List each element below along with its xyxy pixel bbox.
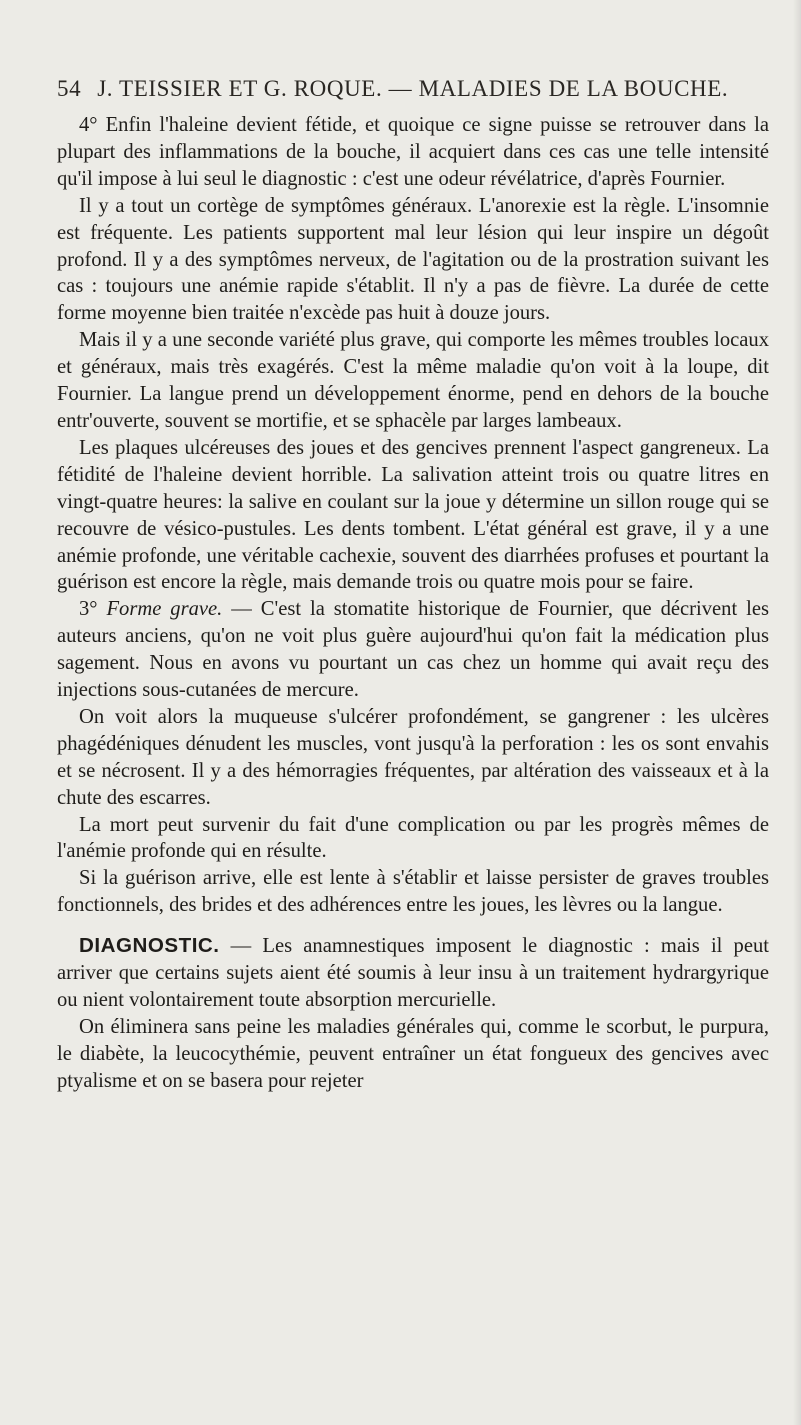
paragraph-plaques-ulcereuses: Les plaques ulcéreuses des joues et des gencives prennent l'aspect gangreneux. La fétidité de l'haleine devient horrible. La salivation atteint trois ou quatre litres en vingt-quatre heures: la salive en coulant sur la joue y détermine un sillon rouge qui se recouvre de vésico-pustules. Les dents tombent. L'état général est grave, il y a une anémie profonde, une véritable cachexie, souvent des diarrhées profuses et pourtant la guérison est encore la règle, mais demande trois ou quatre mois pour se faire. bbox=[57, 436, 769, 594]
paragraph-symptomes-generaux: Il y a tout un cortège de symptômes généraux. L'anorexie est la règle. L'insomnie est fréquente. Les patients supportent mal leur lésion qui leur inspire un dégoût profond. Il y a des symptômes nerveux, de l'agitation ou de la prostration suivant les cas : toujours une anémie rapide s'établit. Il n'y a pas de fièvre. La durée de cette forme moyenne bien traitée n'excède pas huit à douze jours. bbox=[57, 194, 769, 325]
paragraph-muqueuse: On voit alors la muqueuse s'ulcérer profondément, se gangrener : les ulcères phagédéniques dénudent les muscles, vont jusqu'à la perforation : les os sont envahis et se nécrosent. Il y a des hémorragies fréquentes, par altération des vaisseaux et à la chute des escarres. bbox=[57, 705, 769, 809]
body-text bbox=[57, 112, 769, 1095]
running-title: J. TEISSIER ET G. ROQUE. — MALADIES DE LA BOUCHE. bbox=[97, 76, 729, 101]
paragraph-haleine: 4° Enfin l'haleine devient fétide, et quoique ce signe puisse se retrouver dans la plupart des inflammations de la bouche, il acquiert dans ces cas une telle intensité qu'il impose à lui seul le diagnostic : c'est une odeur révélatrice, d'après Fournier. bbox=[57, 114, 769, 190]
paragraph-elimination: On éliminera sans peine les maladies générales qui, comme le scorbut, le purpura, le diabète, la leucocythémie, peuvent entraîner un état fongueux des gencives avec ptyalisme et on se basera pour rejeter bbox=[57, 1015, 769, 1092]
page-number: 54 bbox=[57, 76, 82, 101]
paragraph-mort: La mort peut survenir du fait d'une complication ou par les progrès mêmes de l'anémie profonde qui en résulte. bbox=[57, 813, 769, 863]
section-number: 3° bbox=[79, 598, 98, 621]
forme-grave-text: — C'est la stomatite historique de Fournier, que décrivent les auteurs anciens, qu'on ne voit plus guère aujourd'hui qu'on fait la médication plus sagement. Nous en avons vu pourtant un cas chez un homme qui avait reçu des injections sous-cutanées de mercure. bbox=[57, 598, 769, 702]
page-edge-shadow bbox=[793, 0, 801, 1425]
running-head bbox=[57, 76, 728, 102]
section-heading-diagnostic: DIAGNOSTIC. bbox=[79, 934, 220, 958]
paragraph-guerison: Si la guérison arrive, elle est lente à s'établir et laisse persister de graves troubles fonctionnels, des brides et des adhérences entre les joues, les lèvres ou la langue. bbox=[57, 867, 769, 917]
paragraph-diagnostic bbox=[57, 933, 769, 1014]
section-heading-forme-grave: Forme grave. bbox=[106, 598, 223, 621]
diagnostic-text: — Les anamnestiques imposent le diagnostic : mais il peut arriver que certains sujets aient été soumis à leur insu à un traitement hydrargyrique ou nient volontairement toute absorption mercurielle. bbox=[57, 935, 769, 1011]
paragraph-forme-grave bbox=[57, 596, 769, 704]
paragraph-seconde-variete: Mais il y a une seconde variété plus grave, qui comporte les mêmes troubles locaux et généraux, mais très exagérés. C'est la même maladie qu'on voit à la loupe, dit Fournier. La langue prend un développement énorme, pend en dehors de la bouche entr'ouverte, souvent se mortifie, et se sphacèle par larges lambeaux. bbox=[57, 329, 769, 432]
